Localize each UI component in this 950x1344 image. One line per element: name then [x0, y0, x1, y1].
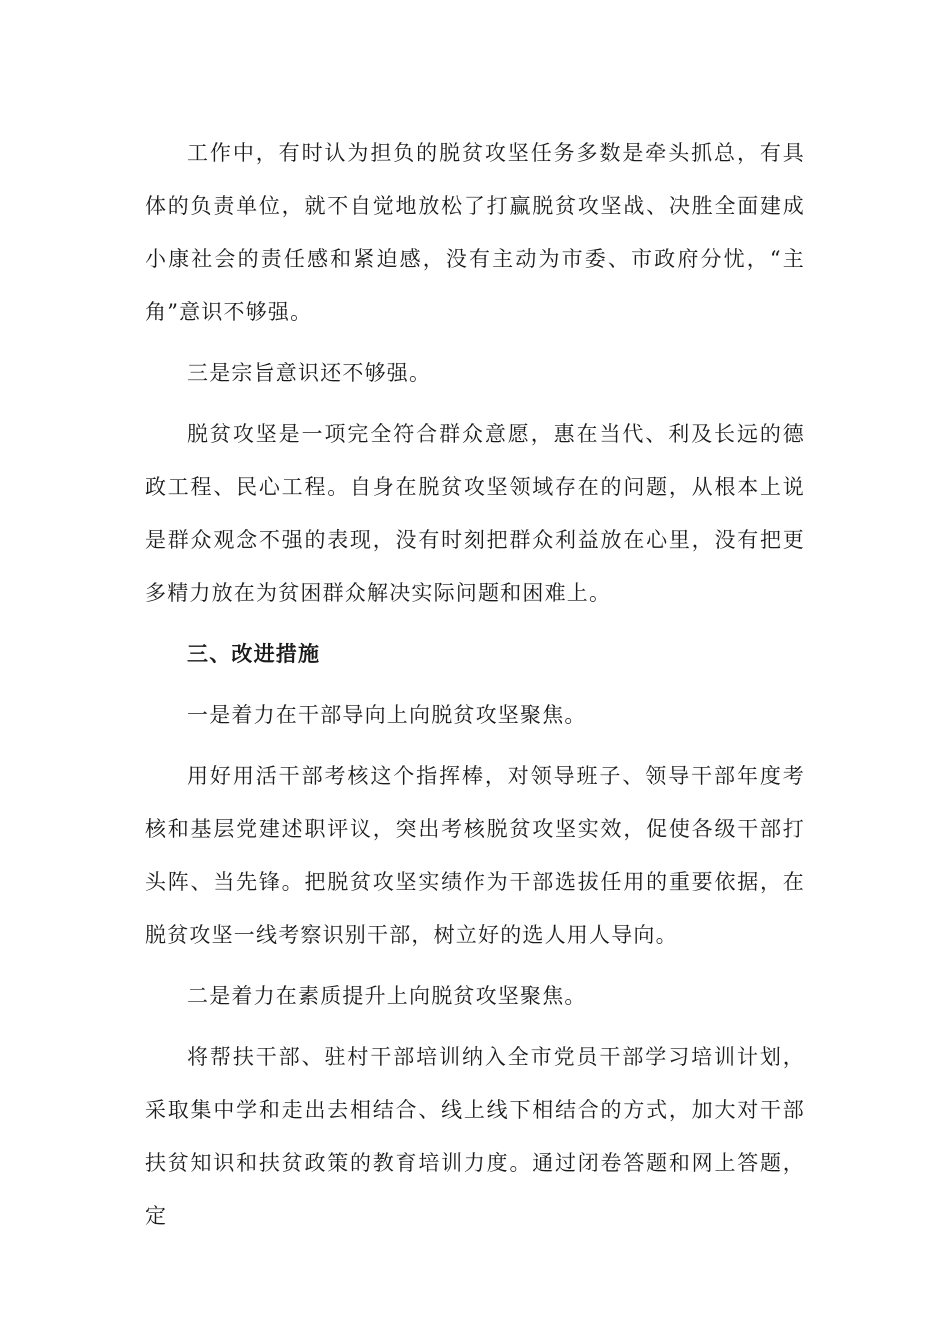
paragraph-1: 工作中，有时认为担负的脱贫攻坚任务多数是牵头抓总，有具体的负责单位，就不自觉地放松了打赢脱贫攻坚战、决胜全面建成小康社会的责任感和紧迫感，没有主动为市委、市政府分忧，“主角”意识不够强。 — [145, 141, 805, 324]
paragraph-6: 二是着力在素质提升上向脱贫攻坚聚焦。 — [187, 984, 587, 1008]
paragraph-7: 将帮扶干部、驻村干部培训纳入全市党员干部学习培训计划，采取集中学和走出去相结合、线上线下相结合的方式，加大对干部扶贫知识和扶贫政策的教育培训力度。通过闭卷答题和网上答题，定 — [145, 1045, 805, 1228]
paragraph-5: 用好用活干部考核这个指挥棒，对领导班子、领导干部年度考核和基层党建述职评议，突出考核脱贫攻坚实效，促使各级干部打头阵、当先锋。把脱贫攻坚实绩作为干部选拔任用的重要依据，在脱贫攻坚一线考察识别干部，树立好的选人用人导向。 — [145, 764, 805, 947]
paragraph-4: 一是着力在干部导向上向脱贫攻坚聚焦。 — [187, 703, 587, 727]
paragraph-3: 脱贫攻坚是一项完全符合群众意愿，惠在当代、利及长远的德政工程、民心工程。自身在脱贫攻坚领域存在的问题，从根本上说是群众观念不强的表现，没有时刻把群众利益放在心里，没有把更多精力放在为贫困群众解决实际问题和困难上。 — [145, 422, 805, 605]
paragraph-2: 三是宗旨意识还不够强。 — [187, 361, 432, 385]
document-body — [145, 127, 805, 1243]
section-heading: 三、改进措施 — [187, 642, 321, 666]
